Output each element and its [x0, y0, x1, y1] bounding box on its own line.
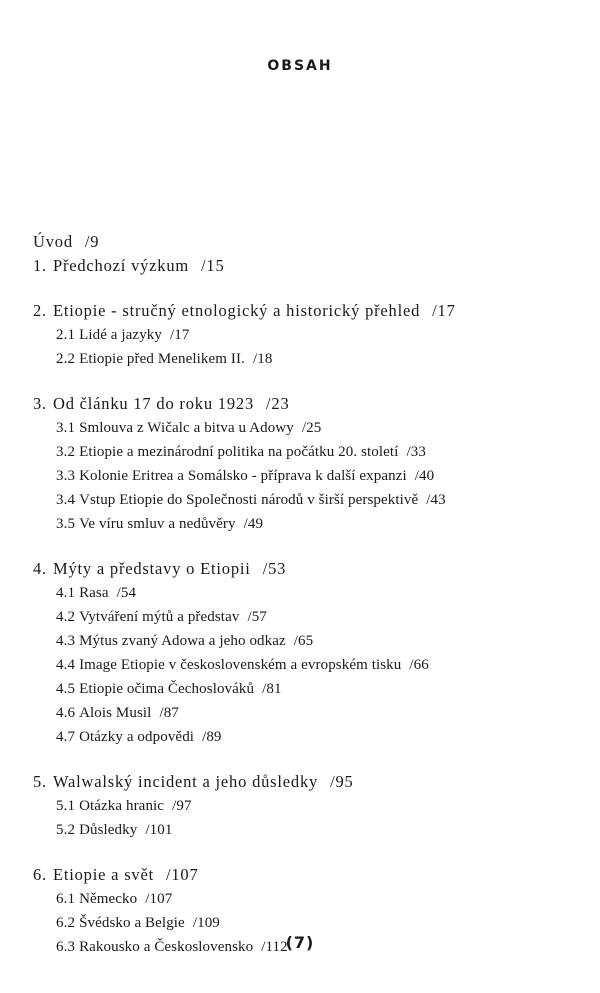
toc-section-row	[33, 794, 593, 818]
page-ref: /107	[166, 865, 199, 884]
section-title: Švédsko a Belgie	[79, 915, 185, 931]
page-ref: /17	[432, 301, 456, 320]
toc-section-row	[33, 653, 593, 677]
section-number: 4.7	[56, 729, 76, 745]
toc-chapter-4	[33, 557, 593, 749]
toc-section-row	[33, 677, 593, 701]
page-ref: /43	[426, 492, 446, 508]
chapter-title: Walwalský incident a jeho důsledky	[52, 772, 319, 791]
toc-section-row	[33, 440, 593, 464]
section-title: Etiopie a mezinárodní politika na počátku 20. století	[79, 444, 399, 460]
section-title: Otázka hranic	[79, 798, 165, 814]
page-heading: OBSAH	[267, 58, 333, 74]
chapter-title: Mýty a představy o Etiopii	[52, 559, 251, 578]
chapter-number: 5.	[33, 772, 47, 791]
chapter-number: 4.	[33, 559, 47, 578]
section-number: 4.5	[56, 681, 76, 697]
section-title: Rasa	[79, 585, 109, 601]
chapter-number: 1.	[33, 256, 47, 275]
chapter-number: 6.	[33, 865, 47, 884]
section-title: Etiopie před Menelikem II.	[79, 351, 245, 367]
section-number: 4.4	[56, 657, 76, 673]
section-number: 3.1	[56, 420, 76, 436]
toc-section-row	[33, 488, 593, 512]
section-title: Německo	[79, 891, 138, 907]
section-number: 6.2	[56, 915, 76, 931]
section-title: Otázky a odpovědi	[79, 729, 195, 745]
page-ref: /17	[170, 327, 190, 343]
section-title: Image Etiopie v československém a evropském tisku	[79, 657, 402, 673]
section-number: 3.3	[56, 468, 76, 484]
page-ref: /66	[409, 657, 429, 673]
page-ref: /33	[406, 444, 426, 460]
section-number: 4.6	[56, 705, 76, 721]
page-ref: /65	[293, 633, 314, 649]
page-ref: /23	[266, 394, 290, 413]
section-number: 5.1	[56, 798, 76, 814]
section-number: 3.4	[56, 492, 76, 508]
chapter-title: Etiopie a svět	[52, 865, 154, 884]
page-number: (7)	[285, 933, 315, 952]
page-ref: /95	[330, 772, 354, 791]
section-number: 5.2	[56, 822, 76, 838]
page-ref: /53	[262, 559, 287, 578]
page-ref: /25	[301, 420, 322, 436]
toc-chapter-3	[33, 392, 593, 536]
section-title: Lidé a jazyky	[79, 327, 162, 343]
section-title: Vytváření mýtů a představ	[79, 609, 240, 625]
page-ref: /112	[261, 939, 288, 955]
toc-section-row	[33, 347, 593, 371]
section-title: Důsledky	[79, 822, 138, 838]
toc-chapter-row	[33, 230, 593, 254]
chapter-title: Od článku 17 do roku 1923	[52, 394, 255, 413]
toc-section-row	[33, 416, 593, 440]
toc-chapter-row	[33, 299, 593, 323]
toc-section-row	[33, 818, 593, 842]
section-title: Vstup Etiopie do Společnosti národů v širší perspektivě	[79, 492, 419, 508]
page-ref: /57	[247, 609, 267, 625]
page-ref: /109	[192, 915, 220, 931]
chapter-number: 3.	[33, 394, 47, 413]
chapter-number: 2.	[33, 301, 47, 320]
chapter-title: Předchozí výzkum	[52, 256, 190, 275]
toc-section-row	[33, 512, 593, 536]
section-title: Alois Musil	[79, 705, 152, 721]
toc-chapter-row	[33, 770, 593, 794]
section-title: Kolonie Eritrea a Somálsko - příprava k další expanzi	[79, 468, 407, 484]
page-ref: /15	[201, 256, 225, 275]
page-ref: /107	[145, 891, 173, 907]
page-ref: /89	[202, 729, 222, 745]
section-number: 3.5	[56, 516, 76, 532]
toc-chapter-2	[33, 299, 593, 371]
toc-section-row	[33, 725, 593, 749]
page-ref: /54	[116, 585, 137, 601]
toc-chapter-row	[33, 863, 593, 887]
page-ref: /49	[243, 516, 264, 532]
section-title: Rakousko a Československo	[79, 939, 254, 955]
page-ref: /81	[262, 681, 282, 697]
page-ref: /18	[252, 351, 273, 367]
section-number: 6.3	[56, 939, 76, 955]
section-number: 3.2	[56, 444, 76, 460]
chapter-title: Úvod	[33, 232, 73, 251]
toc-section-row	[33, 581, 593, 605]
toc-section-row	[33, 887, 593, 911]
toc-section-row	[33, 911, 593, 935]
section-title: Etiopie očima Čechoslováků	[79, 681, 255, 697]
toc-chapter-1	[33, 254, 593, 278]
section-title: Mýtus zvaný Adowa a jeho odkaz	[79, 633, 286, 649]
section-number: 2.1	[56, 327, 76, 343]
toc-chapter-row	[33, 254, 593, 278]
toc-chapter-5	[33, 770, 593, 842]
toc-section-row	[33, 464, 593, 488]
toc-section-row	[33, 701, 593, 725]
toc-chapter-row	[33, 392, 593, 416]
section-number: 6.1	[56, 891, 76, 907]
page-ref: /40	[414, 468, 435, 484]
table-of-contents	[33, 230, 593, 959]
section-title: Ve víru smluv a nedůvěry	[79, 516, 236, 532]
page-ref: /101	[145, 822, 173, 838]
page-ref: /87	[159, 705, 179, 721]
page-ref: /97	[172, 798, 192, 814]
toc-section-row	[33, 323, 593, 347]
page-ref: /9	[84, 232, 100, 251]
section-number: 2.2	[56, 351, 76, 367]
toc-chapter-row	[33, 557, 593, 581]
section-title: Smlouva z Wičalc a bitva u Adowy	[79, 420, 294, 436]
section-number: 4.3	[56, 633, 76, 649]
chapter-title: Etiopie - stručný etnologický a historický přehled	[52, 301, 421, 320]
toc-section-row	[33, 605, 593, 629]
toc-chapter-intro	[33, 230, 593, 254]
section-number: 4.1	[56, 585, 76, 601]
toc-section-row	[33, 629, 593, 653]
section-number: 4.2	[56, 609, 76, 625]
